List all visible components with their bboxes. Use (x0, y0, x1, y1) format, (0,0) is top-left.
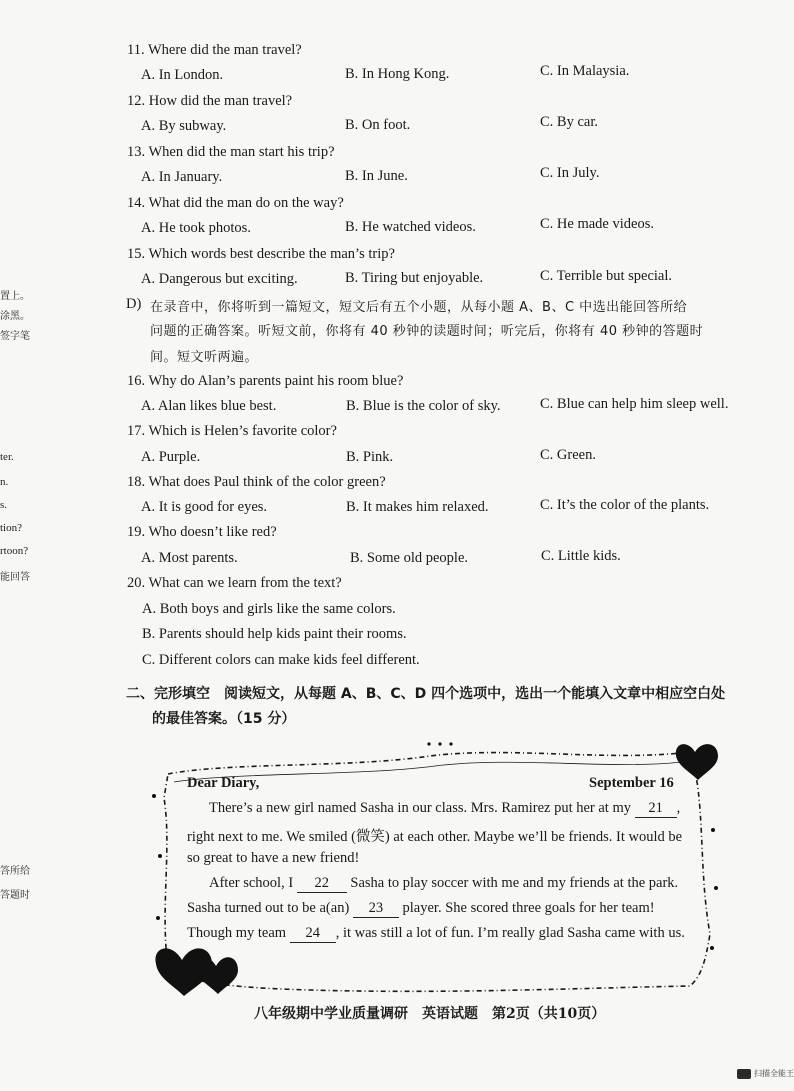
option-a: A. Most parents. (141, 550, 238, 566)
option-c: C. Blue can help him sleep well. (540, 396, 729, 412)
option-a: A. He took photos. (141, 220, 251, 236)
option-a: A. By subway. (141, 118, 227, 134)
section-heading-line: 的最佳答案。（15 分） (152, 711, 296, 727)
frame-dot (710, 946, 714, 950)
option-a: A. In January. (141, 169, 223, 185)
question-text: 19. Who doesn’t like red? (127, 524, 277, 540)
frame-dot (449, 742, 452, 745)
option-b: B. Pink. (346, 449, 394, 465)
question-text: 12. How did the man travel? (127, 93, 293, 109)
scanner-watermark (737, 1068, 794, 1079)
option-a: A. In London. (141, 67, 224, 83)
question-text: 14. What did the man do on the way? (127, 195, 344, 211)
frame-dot (156, 916, 160, 920)
blank-21: 21 (635, 800, 677, 818)
option-b: B. On foot. (345, 117, 411, 133)
diary-text: , it was still a lot of fun. I’m really glad Sasha came with us. (335, 925, 685, 941)
diary-line (187, 925, 685, 943)
option-b: B. It makes him relaxed. (346, 499, 489, 515)
option-c: C. In July. (540, 165, 600, 181)
option-a: A. Alan likes blue best. (141, 398, 277, 414)
blank-22: 22 (297, 875, 347, 893)
question-text: 13. When did the man start his trip? (127, 144, 335, 160)
option-c: C. He made videos. (540, 216, 654, 232)
diary-line: so great to have a new friend! (187, 850, 360, 866)
option-b: B. Parents should help kids paint their rooms. (142, 626, 407, 642)
diary-line (209, 875, 678, 893)
diary-text: There’s a new girl named Sasha in our class. Mrs. Ramirez put her at my (209, 800, 631, 816)
diary-greeting: Dear Diary, (187, 775, 260, 791)
frame-dot (714, 886, 718, 890)
margin-fragment: 涂黑。 (0, 311, 30, 322)
question-text: 15. Which words best describe the man’s trip? (127, 246, 395, 262)
diary-date: September 16 (589, 775, 674, 791)
option-b: B. In Hong Kong. (345, 66, 450, 82)
diary-text: Sasha to play soccer with me and my friends at the park. (350, 875, 679, 891)
margin-fragment: rtoon? (0, 545, 29, 557)
option-b: B. Blue is the color of sky. (346, 398, 501, 414)
option-a: A. It is good for eyes. (141, 499, 268, 515)
blank-24: 24 (290, 925, 336, 943)
diary-line: right next to me. We smiled (微笑) at each other. Maybe we’ll be friends. It would be (187, 829, 683, 845)
margin-fragment: n. (0, 476, 9, 488)
option-c: C. Little kids. (541, 548, 621, 564)
diary-text: After school, I (209, 875, 294, 891)
diary-text: player. She scored three goals for her team! (402, 900, 655, 916)
instruction-line: 间。短文听两遍。 (150, 350, 259, 365)
option-b: B. Some old people. (350, 550, 469, 566)
question-text: 17. Which is Helen’s favorite color? (127, 423, 337, 439)
page-footer: 八年级期中学业质量调研 英语试题 第2页（共10页） (254, 1006, 606, 1022)
margin-fragment: 置上。 (0, 291, 30, 302)
margin-fragment: 答题时 (0, 890, 30, 901)
question-text: 18. What does Paul think of the color green? (127, 474, 386, 490)
section-heading-line: 二、完形填空 阅读短文，从每题 A、B、C、D 四个选项中，选出一个能填入文章中相应空白处 (126, 686, 726, 702)
option-c: C. In Malaysia. (540, 63, 630, 79)
option-b: B. Tiring but enjoyable. (345, 270, 484, 286)
margin-fragment: 签字笔 (0, 331, 30, 342)
diary-text: Sasha turned out to be a(an) (187, 900, 350, 916)
question-text: 16. Why do Alan’s parents paint his room blue? (127, 373, 404, 389)
instruction-line: 问题的正确答案。听短文前，你将有 40 秒钟的读题时间；听完后，你将有 40 秒钟的答题时 (150, 324, 704, 339)
blank-23: 23 (353, 900, 399, 918)
diary-line (187, 900, 655, 918)
option-b: B. He watched videos. (345, 219, 476, 235)
margin-fragment: 能回答 (0, 572, 30, 583)
option-c: C. By car. (540, 114, 598, 130)
diary-line: There’s a new girl named Sasha in our class. Mrs. Ramirez put her at my 21 , (209, 800, 681, 816)
frame-dot (158, 854, 162, 858)
heart-icon (195, 957, 238, 994)
option-c: C. Terrible but special. (540, 268, 673, 284)
watermark-text: 扫描全能王 (754, 1069, 794, 1078)
option-a: A. Both boys and girls like the same colors. (142, 601, 396, 617)
margin-fragment: 答所给 (0, 866, 30, 877)
margin-fragment: ter. (0, 451, 14, 463)
instruction-line: 在录音中，你将听到一篇短文，短文后有五个小题，从每小题 A、B、C 中选出能回答所给 (150, 300, 688, 315)
heart-icon (676, 744, 718, 780)
option-a: A. Dangerous but exciting. (141, 271, 298, 287)
option-c: C. Green. (540, 447, 596, 463)
question-text: 20. What can we learn from the text? (127, 575, 342, 591)
margin-fragment: tion? (0, 522, 22, 534)
diary-text: Though my team (187, 925, 287, 941)
option-a: A. Purple. (141, 449, 201, 465)
frame-dot (152, 794, 156, 798)
frame-dot (711, 828, 715, 832)
question-text: 11. Where did the man travel? (127, 42, 302, 58)
scanner-logo-icon (737, 1069, 751, 1079)
margin-fragment: s. (0, 499, 8, 511)
section-label: D) (126, 296, 142, 312)
option-c: C. It’s the color of the plants. (540, 497, 710, 513)
option-b: B. In June. (345, 168, 408, 184)
frame-dot (427, 742, 430, 745)
option-c: C. Different colors can make kids feel different. (142, 652, 420, 668)
frame-dot (438, 742, 441, 745)
